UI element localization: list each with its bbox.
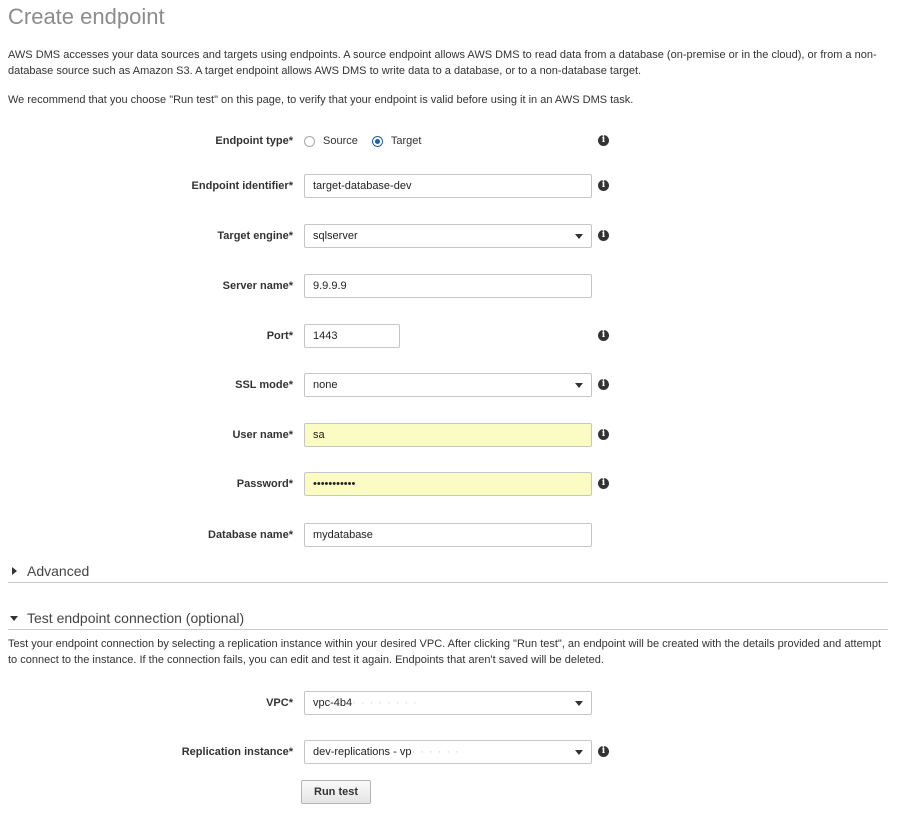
database-name-label: Database name* bbox=[208, 529, 293, 541]
server-name-label: Server name* bbox=[222, 280, 293, 292]
radio-target-label[interactable]: Target bbox=[390, 135, 422, 147]
server-name-input[interactable] bbox=[304, 274, 592, 298]
vpc-row bbox=[0, 691, 915, 715]
replication-instance-row bbox=[0, 740, 915, 764]
info-icon[interactable]: i bbox=[598, 135, 609, 146]
vpc-value: vpc-4b4 bbox=[313, 697, 353, 709]
page-title: Create endpoint bbox=[8, 4, 165, 29]
port-input[interactable] bbox=[304, 324, 400, 348]
target-engine-select[interactable] bbox=[304, 224, 592, 248]
user-name-input[interactable] bbox=[304, 423, 592, 447]
endpoint-identifier-row bbox=[0, 174, 915, 198]
info-icon[interactable]: i bbox=[598, 230, 609, 241]
test-section-title: Test endpoint connection (optional) bbox=[27, 610, 245, 626]
chevron-down-icon bbox=[575, 750, 583, 755]
endpoint-identifier-input[interactable] bbox=[304, 174, 592, 198]
user-name-label: User name* bbox=[232, 429, 293, 441]
intro-text: AWS DMS accesses your data sources and targets using endpoints. A source endpoint allows AWS DMS to read data from a database (on-premise or in the cloud), or from a non-database source such as Amazon S3. A target endpoint allows AWS DMS to write data to a database, or to a non-database target. bbox=[8, 49, 877, 77]
recommend-text: We recommend that you choose "Run test" on this page, to verify that your endpoint is valid before using it in an AWS DMS task. bbox=[8, 94, 634, 106]
endpoint-type-radio-group bbox=[304, 129, 435, 153]
target-engine-label: Target engine* bbox=[217, 230, 293, 242]
test-section-description: Test your endpoint connection by selecting a replication instance within your desired VPC. After clicking "Run test", an endpoint will be created with the details provided and attempt to connect to the instance. If the connection fails, you can edit and test it again. Endpoints that aren't saved will be deleted. bbox=[8, 638, 882, 666]
password-input[interactable] bbox=[304, 472, 592, 496]
test-section-toggle[interactable] bbox=[8, 607, 888, 630]
info-icon[interactable]: i bbox=[598, 746, 609, 757]
info-icon[interactable]: i bbox=[598, 180, 609, 191]
endpoint-type-label: Endpoint type* bbox=[215, 135, 293, 147]
info-icon[interactable]: i bbox=[598, 330, 609, 341]
password-mask: ••••••••••• bbox=[313, 478, 356, 490]
user-name-row bbox=[0, 423, 915, 447]
endpoint-type-row bbox=[0, 129, 915, 153]
password-label: Password* bbox=[236, 478, 293, 490]
info-icon[interactable]: i bbox=[598, 478, 609, 489]
endpoint-identifier-label: Endpoint identifier* bbox=[191, 180, 293, 192]
target-engine-value: sqlserver bbox=[313, 230, 358, 242]
advanced-label: Advanced bbox=[27, 563, 90, 579]
ssl-mode-value: none bbox=[313, 379, 338, 391]
database-name-row bbox=[0, 523, 915, 547]
radio-target[interactable] bbox=[372, 136, 383, 147]
database-name-input[interactable] bbox=[304, 523, 592, 547]
chevron-down-icon bbox=[575, 383, 583, 388]
server-name-row bbox=[0, 274, 915, 298]
chevron-down-icon bbox=[575, 234, 583, 239]
replication-instance-label: Replication instance* bbox=[181, 746, 293, 758]
chevron-down-icon bbox=[575, 701, 583, 706]
radio-source-label[interactable]: Source bbox=[323, 135, 358, 147]
vpc-masked: · · · · · · · · bbox=[352, 697, 418, 709]
vpc-select[interactable] bbox=[304, 691, 592, 715]
password-row bbox=[0, 472, 915, 496]
replication-instance-value: dev-replications - vp bbox=[313, 746, 412, 758]
run-test-button[interactable]: Run test bbox=[301, 780, 371, 804]
replication-instance-masked: · · · · · · bbox=[411, 746, 460, 758]
replication-instance-select[interactable] bbox=[304, 740, 592, 764]
advanced-section-toggle[interactable] bbox=[8, 560, 888, 583]
info-icon[interactable]: i bbox=[598, 379, 609, 390]
ssl-mode-label: SSL mode* bbox=[235, 379, 293, 391]
port-row bbox=[0, 324, 915, 348]
ssl-mode-select[interactable] bbox=[304, 373, 592, 397]
radio-source[interactable] bbox=[304, 136, 315, 147]
ssl-mode-row bbox=[0, 373, 915, 397]
info-icon[interactable]: i bbox=[598, 429, 609, 440]
triangle-right-icon bbox=[12, 567, 17, 575]
triangle-down-icon bbox=[10, 616, 18, 621]
port-label: Port* bbox=[266, 330, 293, 342]
target-engine-row bbox=[0, 224, 915, 248]
vpc-label: VPC* bbox=[266, 697, 293, 709]
